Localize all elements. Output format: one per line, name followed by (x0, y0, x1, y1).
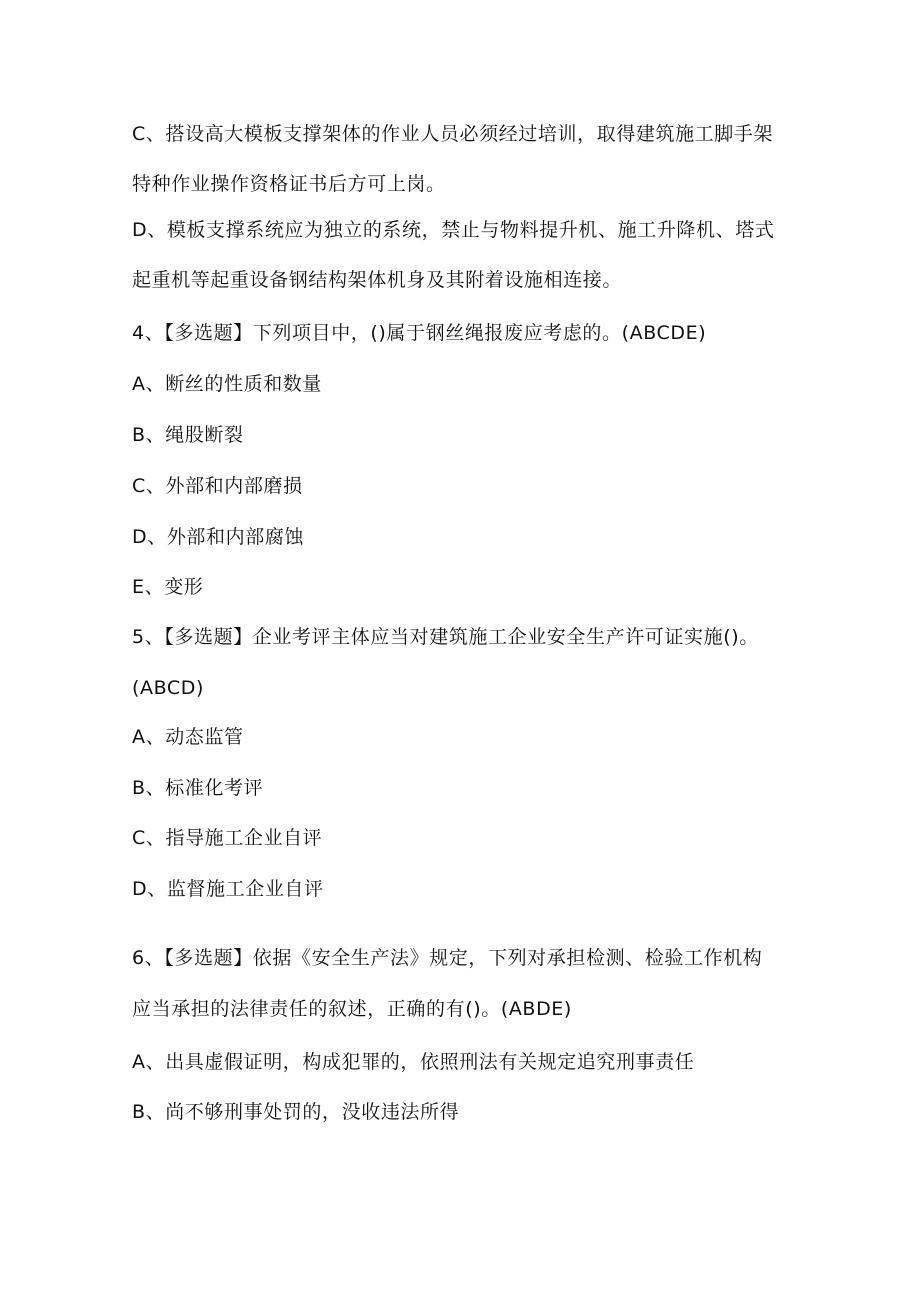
q4-question: 4、【多选题】下列项目中，()属于钢丝绳报废应考虑的。(ABCDE) (132, 322, 707, 344)
q3-option-c-line2: 特种作业操作资格证书后方可上岗。 (132, 173, 446, 195)
q5-option-c: C、指导施工企业自评 (132, 827, 323, 849)
q6-question-line1: 6、【多选题】依据《安全生产法》规定，下列对承担检测、检验工作机构 (132, 947, 763, 969)
q6-question-line2: 应当承担的法律责任的叙述，正确的有()。(ABDE) (132, 998, 572, 1020)
q5-question-line2: (ABCD) (132, 677, 205, 699)
q4-option-e: E、变形 (132, 576, 204, 598)
q4-option-a: A、断丝的性质和数量 (132, 373, 322, 395)
q4-option-d: D、外部和内部腐蚀 (132, 526, 305, 548)
q4-option-b: B、绳股断裂 (132, 424, 244, 446)
q4-option-c: C、外部和内部磨损 (132, 475, 303, 497)
q5-option-a: A、动态监管 (132, 726, 244, 748)
q5-question-line1: 5、【多选题】企业考评主体应当对建筑施工企业安全生产许可证实施()。 (132, 626, 759, 648)
q6-option-b: B、尚不够刑事处罚的，没收违法所得 (132, 1101, 460, 1123)
q5-option-d: D、监督施工企业自评 (132, 878, 324, 900)
q5-option-b: B、标准化考评 (132, 777, 264, 799)
q3-option-d-line1: D、模板支撑系统应为独立的系统，禁止与物料提升机、施工升降机、塔式 (132, 219, 775, 241)
q3-option-d-line2: 起重机等起重设备钢结构架体机身及其附着设施相连接。 (132, 269, 623, 291)
q6-option-a: A、出具虚假证明，构成犯罪的，依照刑法有关规定追究刑事责任 (132, 1051, 695, 1073)
q3-option-c-line1: C、搭设高大模板支撑架体的作业人员必须经过培训，取得建筑施工脚手架 (132, 123, 774, 145)
